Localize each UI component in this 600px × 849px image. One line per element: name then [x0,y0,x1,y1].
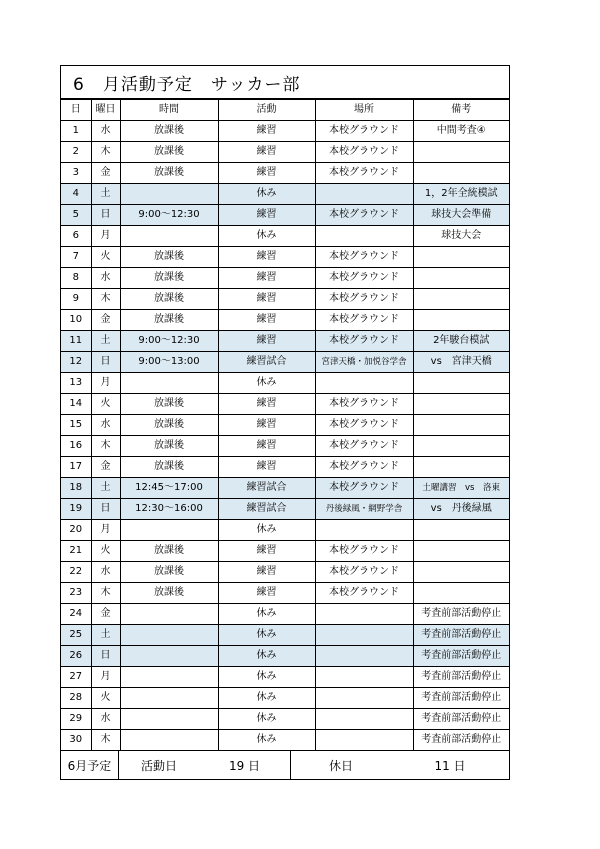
time-cell [120,604,218,625]
weekday-cell: 土 [91,478,120,499]
weekday-cell: 金 [91,163,120,184]
activity-cell: 休み [218,646,315,667]
time-cell: 放課後 [120,310,218,331]
note-cell [413,163,509,184]
time-cell [120,667,218,688]
place-cell [315,520,413,541]
table-row [61,142,509,163]
activity-cell: 休み [218,226,315,247]
table-row [61,625,509,646]
activity-cell: 休み [218,604,315,625]
time-cell [120,520,218,541]
place-cell: 本校グラウンド [315,562,413,583]
day-cell: 7 [61,247,91,268]
time-cell: 放課後 [120,394,218,415]
day-cell: 22 [61,562,91,583]
activity-cell: 練習 [218,331,315,352]
day-cell: 29 [61,709,91,730]
table-row [61,457,509,478]
table-row [61,709,509,730]
day-cell: 9 [61,289,91,310]
weekday-cell: 月 [91,667,120,688]
table-row [61,310,509,331]
note-cell [413,289,509,310]
note-cell: 1，2年全統模試 [413,184,509,205]
weekday-cell: 木 [91,436,120,457]
activity-cell: 練習 [218,415,315,436]
table-row [61,688,509,709]
activity-cell: 練習 [218,394,315,415]
schedule-sheet [60,65,510,780]
day-cell: 17 [61,457,91,478]
day-cell: 25 [61,625,91,646]
day-cell: 11 [61,331,91,352]
weekday-cell: 月 [91,373,120,394]
weekday-cell: 火 [91,247,120,268]
time-cell: 9:00～12:30 [120,331,218,352]
weekday-cell: 土 [91,625,120,646]
page-title: 6 月活動予定 サッカー部 [61,66,509,99]
activity-cell: 休み [218,709,315,730]
activity-cell: 練習 [218,541,315,562]
weekday-cell: 日 [91,352,120,373]
activity-cell: 練習 [218,205,315,226]
day-cell: 18 [61,478,91,499]
note-cell: vs 丹後緑風 [413,499,509,520]
time-cell [120,730,218,751]
weekday-cell: 火 [91,394,120,415]
weekday-cell: 木 [91,730,120,751]
note-cell: 中間考査④ [413,121,509,142]
day-cell: 26 [61,646,91,667]
weekday-cell: 木 [91,289,120,310]
note-cell: 考査前部活動停止 [413,604,509,625]
note-cell [413,520,509,541]
weekday-cell: 日 [91,499,120,520]
place-cell [315,688,413,709]
table-row [61,667,509,688]
day-cell: 19 [61,499,91,520]
activity-cell: 練習 [218,289,315,310]
off-days-value: 11 日 [434,758,466,773]
weekday-cell: 水 [91,268,120,289]
time-cell: 放課後 [120,268,218,289]
header-activity: 活動 [218,100,315,121]
note-cell [413,247,509,268]
table-row [61,226,509,247]
note-cell [413,562,509,583]
activity-cell: 練習 [218,163,315,184]
activity-cell: 休み [218,688,315,709]
table-row [61,583,509,604]
time-cell: 放課後 [120,247,218,268]
activity-cell: 休み [218,184,315,205]
place-cell [315,667,413,688]
time-cell: 放課後 [120,541,218,562]
time-cell: 9:00～12:30 [120,205,218,226]
place-cell: 本校グラウンド [315,247,413,268]
activity-cell: 練習 [218,268,315,289]
time-cell [120,226,218,247]
activity-cell: 休み [218,625,315,646]
weekday-cell: 火 [91,688,120,709]
time-cell: 12:30～16:00 [120,499,218,520]
activity-days-label: 活動日 [140,758,177,773]
note-cell: 考査前部活動停止 [413,625,509,646]
place-cell: 本校グラウンド [315,541,413,562]
note-cell: 考査前部活動停止 [413,709,509,730]
summary-label: 6月予定 [61,751,119,779]
header-time: 時間 [120,100,218,121]
table-row [61,646,509,667]
weekday-cell: 月 [91,520,120,541]
header-weekday: 曜日 [91,100,120,121]
day-cell: 5 [61,205,91,226]
place-cell [315,604,413,625]
table-row [61,121,509,142]
place-cell [315,184,413,205]
time-cell: 放課後 [120,142,218,163]
place-cell: 本校グラウンド [315,331,413,352]
note-cell: 2年駿台模試 [413,331,509,352]
note-cell [413,268,509,289]
time-cell [120,625,218,646]
day-cell: 6 [61,226,91,247]
time-cell: 放課後 [120,436,218,457]
activity-cell: 練習 [218,310,315,331]
weekday-cell: 金 [91,457,120,478]
place-cell: 本校グラウンド [315,583,413,604]
place-cell: 宮津天橋・加悦谷学舎 [315,352,413,373]
note-cell [413,415,509,436]
note-cell: 考査前部活動停止 [413,730,509,751]
place-cell [315,373,413,394]
place-cell: 本校グラウンド [315,415,413,436]
header-note: 備考 [413,100,509,121]
activity-cell: 休み [218,667,315,688]
time-cell [120,184,218,205]
time-cell [120,709,218,730]
note-cell [413,436,509,457]
day-cell: 27 [61,667,91,688]
place-cell: 本校グラウンド [315,478,413,499]
activity-cell: 休み [218,730,315,751]
header-place: 場所 [315,100,413,121]
place-cell [315,730,413,751]
time-cell: 放課後 [120,289,218,310]
place-cell [315,625,413,646]
day-cell: 30 [61,730,91,751]
note-cell [413,373,509,394]
table-row [61,331,509,352]
weekday-cell: 水 [91,121,120,142]
summary-row [61,750,509,779]
day-cell: 13 [61,373,91,394]
note-cell: 球技大会準備 [413,205,509,226]
activity-days-value: 19 日 [199,751,291,779]
table-row [61,247,509,268]
note-cell [413,310,509,331]
off-days-label: 休日 [328,758,353,773]
activity-cell: 練習 [218,562,315,583]
day-cell: 4 [61,184,91,205]
place-cell: 本校グラウンド [315,394,413,415]
time-cell: 放課後 [120,562,218,583]
day-cell: 3 [61,163,91,184]
table-row [61,352,509,373]
time-cell [120,646,218,667]
time-cell: 放課後 [120,121,218,142]
day-cell: 10 [61,310,91,331]
activity-cell: 練習 [218,247,315,268]
place-cell [315,226,413,247]
activity-cell: 練習 [218,583,315,604]
day-cell: 15 [61,415,91,436]
day-cell: 12 [61,352,91,373]
weekday-cell: 水 [91,415,120,436]
day-cell: 16 [61,436,91,457]
note-cell: 考査前部活動停止 [413,667,509,688]
time-cell: 放課後 [120,583,218,604]
weekday-cell: 木 [91,583,120,604]
weekday-cell: 水 [91,562,120,583]
note-cell: 土曜講習 vs 洛東 [413,478,509,499]
note-cell [413,541,509,562]
activity-cell: 休み [218,373,315,394]
place-cell: 本校グラウンド [315,457,413,478]
time-cell: 放課後 [120,457,218,478]
weekday-cell: 火 [91,541,120,562]
day-cell: 24 [61,604,91,625]
table-row [61,562,509,583]
day-cell: 28 [61,688,91,709]
activity-cell: 練習試合 [218,478,315,499]
day-cell: 2 [61,142,91,163]
time-cell [120,688,218,709]
table-row [61,268,509,289]
weekday-cell: 水 [91,709,120,730]
weekday-cell: 金 [91,310,120,331]
table-row [61,163,509,184]
place-cell [315,646,413,667]
place-cell: 本校グラウンド [315,142,413,163]
weekday-cell: 土 [91,331,120,352]
activity-cell: 練習 [218,457,315,478]
table-row [61,520,509,541]
weekday-cell: 月 [91,226,120,247]
note-cell: 考査前部活動停止 [413,646,509,667]
note-cell: 球技大会 [413,226,509,247]
weekday-cell: 木 [91,142,120,163]
time-cell: 放課後 [120,415,218,436]
activity-cell: 休み [218,520,315,541]
table-row [61,499,509,520]
table-row [61,604,509,625]
table-row [61,730,509,751]
table-row [61,436,509,457]
place-cell: 本校グラウンド [315,436,413,457]
time-cell: 9:00～13:00 [120,352,218,373]
activity-cell: 練習 [218,121,315,142]
table-row [61,289,509,310]
header-day: 日 [61,100,91,121]
time-cell [120,373,218,394]
day-cell: 1 [61,121,91,142]
place-cell [315,709,413,730]
day-cell: 20 [61,520,91,541]
table-row [61,394,509,415]
table-row [61,541,509,562]
place-cell: 本校グラウンド [315,163,413,184]
schedule-table [61,99,509,750]
place-cell: 本校グラウンド [315,121,413,142]
table-row [61,184,509,205]
weekday-cell: 土 [91,184,120,205]
place-cell: 本校グラウンド [315,310,413,331]
activity-cell: 練習試合 [218,352,315,373]
weekday-cell: 金 [91,604,120,625]
note-cell: vs 宮津天橋 [413,352,509,373]
activity-cell: 練習試合 [218,499,315,520]
table-row [61,205,509,226]
note-cell [413,142,509,163]
note-cell: 考査前部活動停止 [413,688,509,709]
day-cell: 21 [61,541,91,562]
weekday-cell: 日 [91,205,120,226]
place-cell: 本校グラウンド [315,289,413,310]
activity-cell: 練習 [218,436,315,457]
activity-cell: 練習 [218,142,315,163]
day-cell: 23 [61,583,91,604]
table-row [61,415,509,436]
day-cell: 8 [61,268,91,289]
place-cell: 丹後緑風・網野学舎 [315,499,413,520]
note-cell [413,394,509,415]
place-cell: 本校グラウンド [315,205,413,226]
place-cell: 本校グラウンド [315,268,413,289]
weekday-cell: 日 [91,646,120,667]
note-cell [413,583,509,604]
table-row [61,478,509,499]
time-cell: 12:45～17:00 [120,478,218,499]
day-cell: 14 [61,394,91,415]
note-cell [413,457,509,478]
table-row [61,373,509,394]
time-cell: 放課後 [120,163,218,184]
